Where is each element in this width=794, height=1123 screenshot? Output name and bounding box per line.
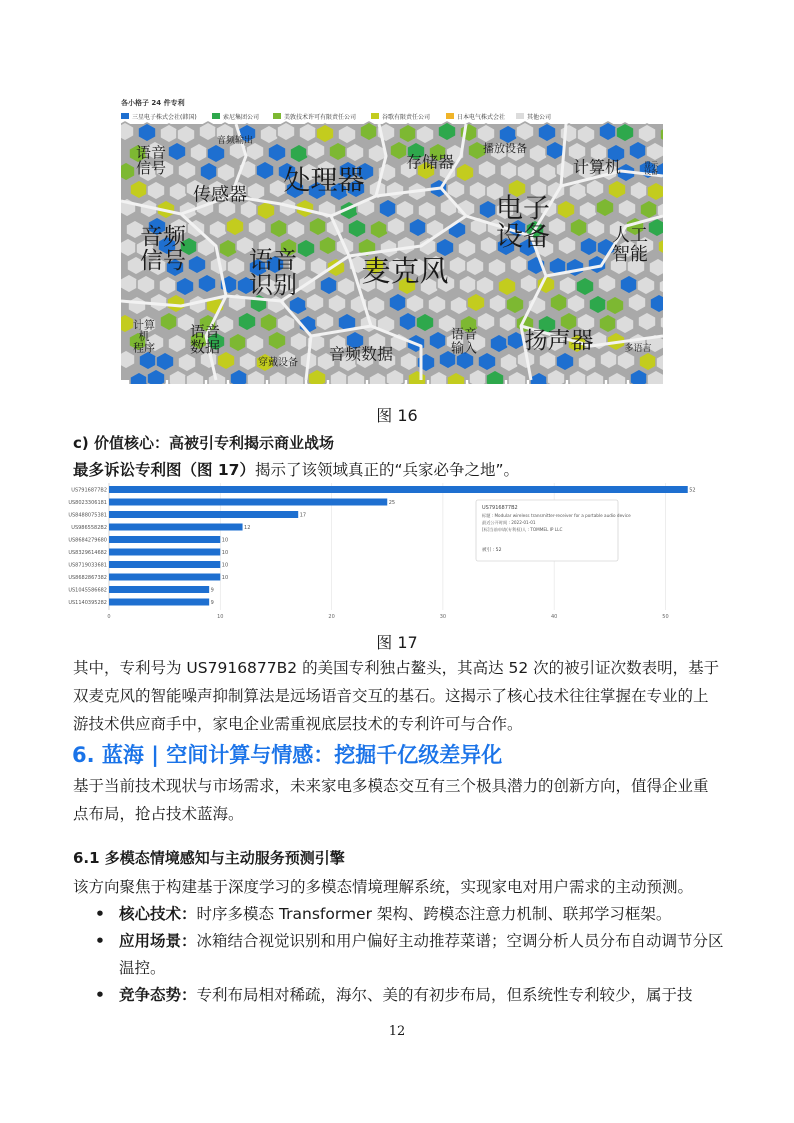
map-cell [307, 141, 325, 160]
map-cell [399, 312, 417, 331]
map-cell [338, 125, 356, 144]
category-label: US8682867382 [68, 575, 107, 581]
category-label: US8719033681 [68, 562, 107, 569]
legend-item [371, 113, 430, 121]
map-cell [389, 293, 407, 312]
figure-17-caption: 图 17 [376, 633, 418, 652]
map-cell [200, 162, 218, 181]
map-cell [538, 123, 556, 142]
most-litigated-patents-chart [68, 481, 716, 623]
category-label: US9865582B2 [71, 525, 107, 531]
value-label: 9 [210, 600, 214, 606]
region-label: 电子设备 [496, 193, 550, 253]
value-label: 10 [221, 562, 229, 569]
map-cell [416, 125, 434, 144]
map-cell [209, 220, 227, 239]
map-cell [490, 334, 508, 353]
map-cell [130, 180, 148, 199]
map-cell [637, 276, 655, 295]
map-cell [160, 124, 178, 143]
map-cell [256, 161, 274, 180]
map-cell [190, 143, 208, 162]
map-cell [169, 182, 187, 201]
map-cell [586, 179, 604, 198]
map-cell [638, 124, 656, 143]
intro-rest: 揭示了该领域真正的“兵家必争之地”。 [254, 461, 520, 479]
map-cell [589, 295, 607, 314]
map-cell [629, 141, 647, 160]
map-cell [476, 276, 494, 295]
map-cell [168, 334, 186, 353]
map-cell [459, 275, 477, 294]
map-cell [558, 236, 576, 255]
bar [109, 486, 688, 493]
map-cell [337, 277, 355, 296]
map-title: 各小格子 24 件专利 [121, 99, 185, 107]
x-tick-label: 40 [550, 614, 558, 620]
map-cell [416, 313, 434, 332]
region-label: 传感器 [193, 184, 247, 206]
chart-x-ticks [107, 614, 668, 620]
map-cell [449, 256, 467, 275]
map-cell [546, 141, 564, 160]
map-legend [121, 113, 551, 121]
map-cell [500, 161, 518, 180]
map-cell [557, 200, 575, 219]
region-label: 音频信号 [140, 223, 186, 275]
patent-landscape-map [121, 96, 663, 384]
map-cell [467, 293, 485, 312]
map-cell [138, 123, 156, 142]
map-cell [646, 142, 663, 161]
map-cell [567, 294, 585, 313]
map-cell [177, 125, 195, 144]
map-cell [639, 352, 657, 371]
map-cell [268, 143, 286, 162]
map-cell [227, 257, 245, 276]
map-cell [297, 239, 315, 258]
map-cell [406, 294, 424, 313]
map-cell [466, 257, 484, 276]
map-cell [260, 313, 278, 332]
legend-label: 日本电气株式会社 [457, 114, 506, 121]
bar [109, 574, 220, 581]
legend-label: 谷歌有限责任公司 [382, 114, 431, 121]
bullet-competition: • 竞争态势：专利布局相对稀疏，海尔、美的有初步布局，但系统性专利较少，属于技 [95, 982, 725, 1009]
map-cell [456, 163, 474, 182]
category-label: US1140395282 [68, 600, 107, 606]
map-cell [428, 295, 446, 314]
region-label: 音频输出 [216, 136, 254, 147]
feature-bullet-list [95, 901, 725, 1009]
map-cell [477, 312, 495, 331]
map-cell [226, 217, 244, 236]
tooltip-line: 标题 : Modular wireless transmitter-receiver for a portable audio device [482, 513, 631, 518]
map-cell [320, 276, 338, 295]
map-cell [559, 276, 577, 295]
region-label: 计算机 [572, 157, 622, 177]
value-label: 10 [221, 537, 229, 544]
legend-label: 其他公司 [527, 114, 552, 121]
section-6-1-heading: 6.1 多模态情境感知与主动服务预测引擎 [73, 849, 345, 867]
map-cell [599, 314, 617, 333]
value-label: 12 [244, 525, 251, 531]
map-cell [268, 331, 286, 350]
map-cell [608, 180, 626, 199]
map-cell [450, 296, 468, 315]
map-cell [128, 296, 146, 315]
value-label: 25 [388, 500, 396, 506]
region-label: 语音数据 [189, 322, 221, 357]
region-label: 语音信号 [135, 143, 167, 178]
map-cell [479, 200, 497, 219]
tooltip-value: 被引 : 52 [482, 548, 502, 553]
map-cell [379, 199, 397, 218]
map-cell [277, 122, 295, 141]
map-cell [137, 275, 155, 294]
page-number: 12 [388, 1024, 406, 1039]
map-cell [587, 219, 605, 238]
section-6-heading: 6. 蓝海 | 空间计算与情感：挖掘千亿级差异化 [72, 743, 503, 767]
map-cell [316, 312, 334, 331]
map-cell [600, 350, 618, 369]
map-cell [178, 161, 196, 180]
legend-item [121, 113, 197, 121]
map-cell [606, 296, 624, 315]
bar [109, 586, 209, 593]
map-cell [477, 124, 495, 143]
map-cell [346, 143, 364, 162]
map-cell [316, 124, 334, 143]
region-label: 处理器 [283, 165, 365, 197]
region-label: 人工智能 [612, 224, 648, 265]
bar [109, 536, 220, 543]
map-cell [548, 217, 566, 236]
map-cell [630, 181, 648, 200]
region-label: 播放设备 [483, 141, 527, 155]
map-cell [309, 217, 327, 236]
map-cell [270, 219, 288, 238]
map-cell [628, 293, 646, 312]
map-cell [438, 122, 456, 141]
category-label: US7916877B2 [71, 487, 107, 494]
map-cell [156, 352, 174, 371]
legend-item [212, 113, 259, 121]
map-cell [510, 255, 528, 274]
map-cell [418, 201, 436, 220]
map-cell [556, 352, 574, 371]
value-label: 9 [210, 587, 214, 594]
region-label: 麦克风 [361, 254, 449, 289]
map-cell [159, 276, 177, 295]
map-cell [469, 181, 487, 200]
map-cell [287, 220, 305, 239]
region-label: 多语言 [624, 344, 652, 355]
map-cell [306, 293, 324, 312]
paragraph-context-aware: 该方向聚焦于构建基于深度学习的多模态情境理解系统，实现家电对用户需求的主动预测。 [73, 878, 694, 896]
map-cell [618, 199, 636, 218]
map-cell [219, 239, 237, 258]
bar [109, 599, 209, 606]
bar [109, 524, 243, 531]
map-cell [489, 294, 507, 313]
category-label: US1045586682 [68, 587, 107, 594]
map-cell [328, 294, 346, 313]
map-cell [160, 312, 178, 331]
legend-label: 美敦技术许可有限责任公司 [284, 114, 357, 121]
map-cell [367, 296, 385, 315]
map-cell [488, 258, 506, 277]
value-label: 52 [689, 487, 696, 494]
map-cell [319, 236, 337, 255]
map-cell [121, 274, 138, 293]
map-cell [246, 334, 264, 353]
section-c-heading: c) 价值核心：高被引专利揭示商业战场 [73, 434, 334, 452]
map-cell [360, 122, 378, 141]
map-cell [616, 123, 634, 142]
map-cell [640, 200, 658, 219]
map-cell [458, 239, 476, 258]
tooltip-line: 最近公开时间 : 2022-01-01 [482, 520, 536, 525]
map-cell [579, 201, 597, 220]
x-tick-label: 20 [328, 614, 335, 620]
map-cell [599, 122, 617, 141]
category-label: US8023306181 [68, 500, 107, 506]
map-cell [647, 182, 663, 201]
map-cell [248, 218, 266, 237]
map-cell [500, 353, 518, 372]
map-cell [638, 312, 656, 331]
figure-16-caption: 图 16 [376, 406, 418, 425]
map-cell [397, 236, 415, 255]
region-label: 语音输入 [450, 327, 478, 357]
map-cell [299, 123, 317, 142]
x-tick-label: 10 [217, 614, 224, 620]
map-cell [598, 274, 616, 293]
map-cell [239, 352, 257, 371]
chart-tooltip [476, 500, 631, 561]
map-cell [399, 124, 417, 143]
map-cell [560, 124, 578, 143]
map-cell [400, 352, 418, 371]
map-cell [529, 144, 547, 163]
map-cell [348, 219, 366, 238]
tooltip-line: [标]当前申请(专利权)人 : TOMMEL IP LLC [482, 527, 563, 532]
map-cell [596, 198, 614, 217]
bar [109, 499, 387, 506]
value-label: 10 [221, 575, 229, 581]
region-label: 计算机程序 [133, 318, 155, 355]
map-cell [566, 258, 584, 277]
map-cell [176, 277, 194, 296]
paragraph-blue-ocean: 基于当前技术现状与市场需求，未来家电多模态交互有三个极具潜力的创新方向，值得企业重点布局，抢占技术蓝海。 [73, 777, 709, 823]
legend-item [446, 113, 505, 121]
map-cell [147, 181, 165, 200]
map-cell [520, 274, 538, 293]
legend-item [273, 113, 356, 121]
map-cell [539, 163, 557, 182]
map-cell [207, 144, 225, 163]
map-cell [576, 277, 594, 296]
region-label: 显示设备 [644, 160, 658, 177]
map-cell [198, 274, 216, 293]
map-cell [499, 313, 517, 332]
map-cell [329, 142, 347, 161]
map-cell [168, 142, 186, 161]
bar [109, 549, 220, 556]
region-label: 音频数据 [328, 344, 394, 364]
map-cell [370, 220, 388, 239]
x-tick-label: 0 [107, 614, 111, 620]
map-cell [396, 200, 414, 219]
map-cell [498, 277, 516, 296]
intro-bold: 最多诉讼专利图（图 17） [73, 461, 255, 479]
bullet-application: • 应用场景：冰箱结合视觉识别和用户偏好主动推荐菜谱；空调分析人员分布自动调节分区温控。 [95, 928, 725, 982]
value-label: 17 [299, 512, 307, 519]
map-cell [478, 160, 496, 179]
map-cell [290, 332, 308, 351]
map-cell [616, 315, 634, 334]
legend-label: 索尼集团公司 [223, 114, 260, 121]
map-cell [260, 125, 278, 144]
map-cell [121, 238, 137, 257]
legend-label: 三星电子株式会社(韩国) [132, 114, 197, 121]
value-label: 10 [221, 550, 229, 556]
region-label: 语音识别 [249, 245, 297, 299]
map-cell [478, 352, 496, 371]
map-cell [386, 181, 404, 200]
map-cell [238, 312, 256, 331]
tooltip-line: US7916877B2 [482, 505, 518, 511]
region-label: 穿戴设备 [258, 357, 298, 369]
map-cell [217, 163, 235, 182]
bullet-core-tech: • 核心技术：时序多模态 Transformer 架构、跨模态注意力机制、联邦学习框架。 [95, 901, 725, 928]
map-cell [570, 218, 588, 237]
category-label: US8329614682 [68, 550, 107, 556]
map-cell [620, 275, 638, 294]
legend-item [516, 113, 551, 121]
x-tick-label: 30 [439, 614, 447, 620]
map-cell [517, 162, 535, 181]
map-cell [578, 353, 596, 372]
map-cell [440, 198, 458, 217]
map-cell [188, 255, 206, 274]
region-label: 存储器 [405, 152, 455, 172]
map-cell [556, 160, 574, 179]
map-cell [277, 314, 295, 333]
map-cell [577, 125, 595, 144]
bar [109, 511, 298, 518]
map-cell [229, 333, 247, 352]
map-cell [429, 331, 447, 350]
paragraph-patent-analysis: 其中，专利号为 US7916877B2 的美国专利独占鳌头，其高达 52 次的被引证次数表明，基于双麦克风的智能噪声抑制算法是远场语音交互的基石。这揭示了核心技术往往掌握在专业的上游技术供应商手中，家电企业需重视底层技术的专利许可与合作。 [73, 659, 720, 733]
map-cell [167, 294, 185, 313]
x-tick-label: 50 [662, 614, 669, 620]
category-label: US8488075381 [68, 512, 107, 519]
category-label: US8684279680 [68, 537, 107, 544]
map-cell [506, 295, 524, 314]
section-c-intro [73, 458, 519, 480]
bar [109, 561, 220, 568]
map-cell [387, 217, 405, 236]
region-label: 扬声器 [524, 328, 594, 355]
map-cell [290, 144, 308, 163]
chart-category-labels [68, 488, 107, 607]
map-cell [199, 122, 217, 141]
map-cell [580, 237, 598, 256]
map-cell [409, 218, 427, 237]
map-cell [516, 122, 534, 141]
map-cell [550, 293, 568, 312]
